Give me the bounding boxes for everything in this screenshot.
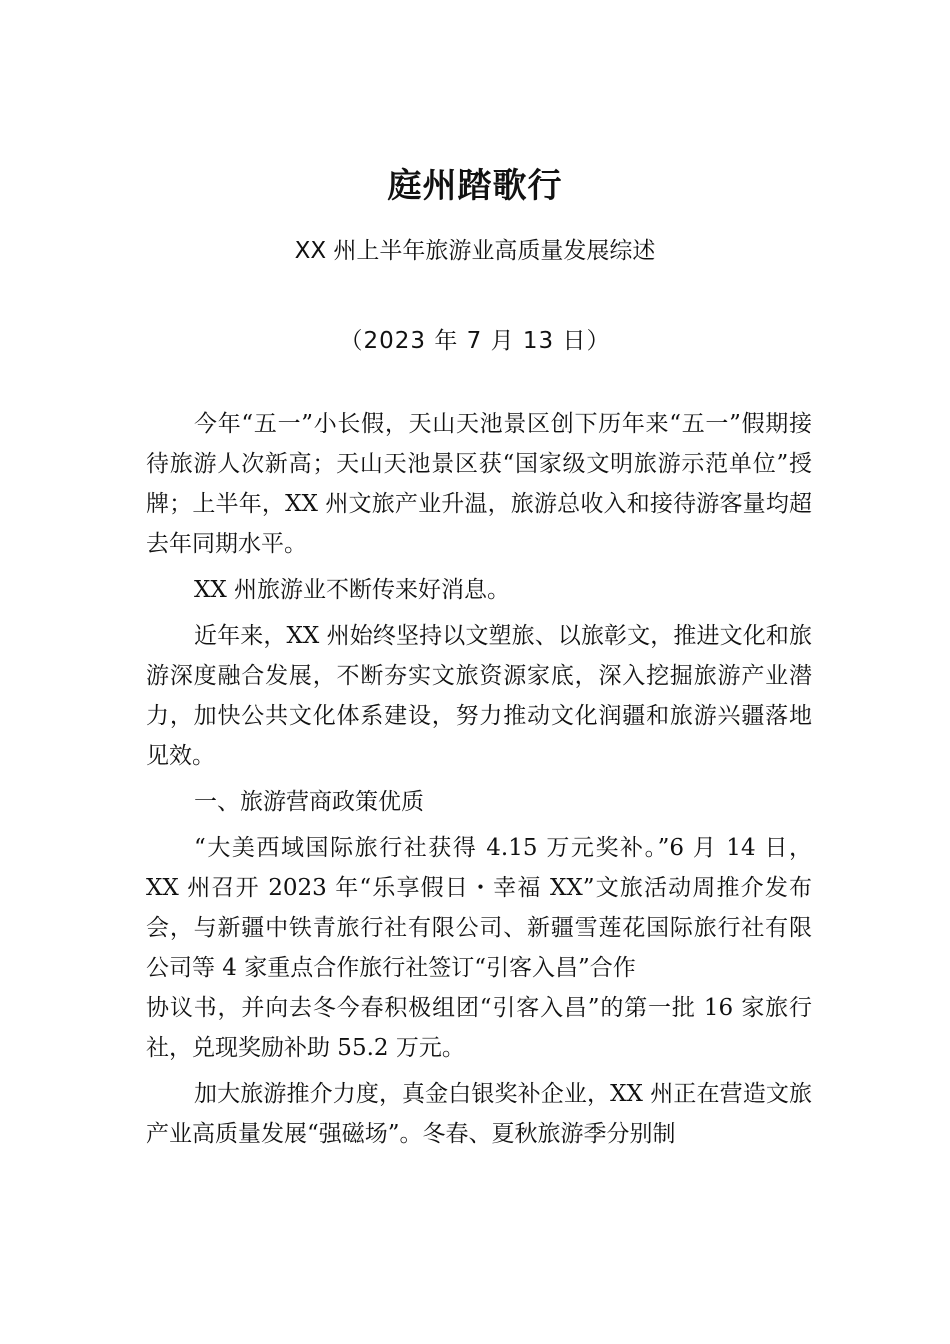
paragraph-recent-years: 近年来，XX 州始终坚持以文塑旅、以旅彰文，推进文化和旅游深度融合发展，不断夯实文旅资源家底，深入挖掘旅游产业潜力，加快公共文化体系建设，努力推动文化润疆和旅游兴疆落地见效。 (146, 623, 812, 769)
section-heading: 一、旅游营商政策优质 (194, 789, 424, 815)
paragraph-intro: 今年“五一”小长假，天山天池景区创下历年来“五一”假期接待旅游人次新高；天山天池景区获“国家级文明旅游示范单位”授牌；上半年，XX 州文旅产业升温，旅游总收入和接待游客量均超去年同期水平。 (146, 411, 812, 557)
document-date: （2023 年 7 月 13 日） (339, 328, 611, 354)
document-subtitle: XX 州上半年旅游业高质量发展综述 (294, 238, 656, 264)
document-body (146, 404, 812, 1160)
paragraph-subsidy: “大美西域国际旅行社获得 4.15 万元奖补。”6 月 14 日， XX 州召开 2023 年“乐享假日・幸福 XX”文旅活动周推介发布会，与新疆中铁青旅行社有限公司、新疆雪莲花国际旅行社有限公司等 4 家重点合作旅行社签订“引客入昌”合作 (146, 835, 812, 981)
paragraph-promotion: 加大旅游推介力度，真金白银奖补企业，XX 州正在营造文旅产业高质量发展“强磁场”。冬春、夏秋旅游季分别制 (146, 1081, 812, 1147)
paragraph-subsidy-continued: 协议书，并向去冬今春积极组团“引客入昌”的第一批 16 家旅行社，兑现奖励补助 55.2 万元。 (146, 995, 812, 1061)
document-title: 庭州踏歌行 (387, 166, 563, 206)
paragraph-good-news: XX 州旅游业不断传来好消息。 (194, 577, 511, 603)
